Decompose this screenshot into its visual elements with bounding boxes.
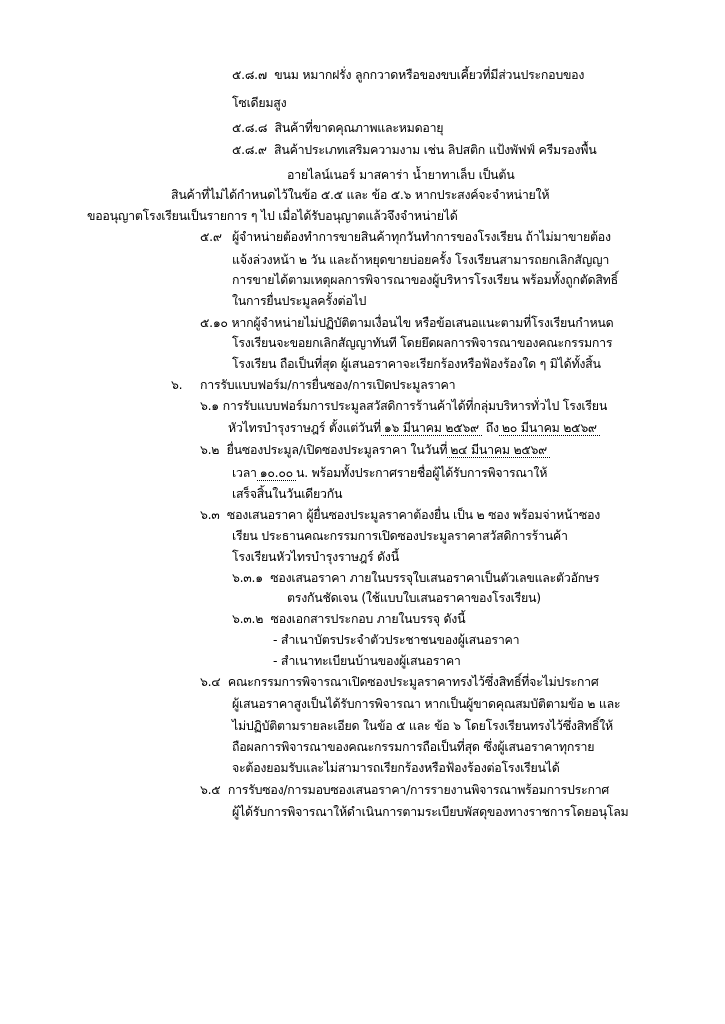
item-text: การรับแบบฟอร์มการประมูลสวัสดิการร้านค้าได้ที่กลุ่มบริหารทั่วไป โรงเรียน [222,398,608,413]
item-text: สินค้าประเภทเสริมความงาม เช่น ลิปสติก แป้งพัฟฟ์ ครีมรองพื้น [274,142,597,157]
item-5-9-line-2: แจ้งล่วงหน้า ๒ วัน และถ้าหยุดขายบ่อยครั้ง โรงเรียนสามารถยกเลิกสัญญา [232,252,610,267]
item-text: ขนม หมากฝรั่ง ลูกกวาดหรือของขบเคี้ยวที่มีส่วนประกอบของ [274,67,585,82]
item-6-5-line-2: ผู้ได้รับการพิจารณาให้ดำเนินการตามระเบียบพัสดุของทางราชการโดยอนุโลม [232,804,629,819]
submission-date-field: ๒๔ มีนาคม ๒๕๖๙ [447,442,550,458]
item-5-8-9-line-2: อายไลน์เนอร์ มาสคาร่า น้ำยาทาเล็บ เป็นต้น [287,167,515,182]
item-5-8-7-line-1 [232,67,584,83]
item-text: ซองเสนอราคา ภายในบรรจุใบเสนอราคาเป็นตัวเลขและตัวอักษร [270,570,600,585]
section-6-number: ๖. [171,377,183,392]
time-label: เวลา [232,465,257,480]
date-to-field: ๒๐ มีนาคม ๒๕๖๙ [499,420,600,436]
item-text: หากผู้จำหน่ายไม่ปฏิบัติตามเงื่อนไข หรือข้อเสนอแนะตามที่โรงเรียนกำหนด [231,315,614,330]
item-5-10-line-1 [200,315,613,331]
item-text: คณะกรรมการพิจารณาเปิดซองประมูลราคาทรงไว้ซึ่งสิทธิ์ที่จะไม่ประกาศ [227,674,599,689]
item-6-4-line-3: ไม่ปฏิบัติตามรายละเอียด ในข้อ ๕ และ ข้อ ๖ โดยโรงเรียนทรงไว้ซึ่งสิทธิ์ให้ [232,718,613,733]
item-text: ซองเอกสารประกอบ ภายในบรรจุ ดังนี้ [270,611,466,626]
section-6-title: การรับแบบฟอร์ม/การยื่นซอง/การเปิดประมูลราคา [200,377,456,392]
item-6-4-line-4: ถือผลการพิจารณาของคณะกรรมการถือเป็นที่สุด ซึ่งผู้เสนอราคาทุกราย [232,739,595,754]
item-6-2-line-3: เสร็จสิ้นในวันเดียวกัน [232,486,343,501]
item-6-4-line-2: ผู้เสนอราคาสูงเป็นได้รับการพิจารณา หากเป็นผู้ขาดคุณสมบัติตามข้อ ๒ และ [232,696,621,711]
item-6-4-line-1 [200,674,599,690]
item-6-2-line-2 [232,465,547,481]
item-5-9-line-3: การขายได้ตามเหตุผลการพิจารณาของผู้บริหารโรงเรียน พร้อมทั้งถูกตัดสิทธิ์ [232,272,618,287]
item-number: ๖.๓ [200,507,220,522]
item-5-9-line-1: ผู้จำหน่ายต้องทำการขายสินค้าทุกวันทำการของโรงเรียน ถ้าไม่มาขายต้อง [232,229,611,244]
item-5-10-line-2: โรงเรียนจะขอยกเลิกสัญญาทันที โดยยึดผลการพิจารณาของคณะกรรมการ [232,335,613,350]
item-6-3-line-1 [200,507,600,523]
item-5-8-7-line-2: โซเดียมสูง [232,95,287,110]
date-from-field: ๑๖ มีนาคม ๒๕๖๙ [381,420,482,436]
item-6-1-line-2 [228,420,600,436]
paragraph-line-1: สินค้าที่ไม่ได้กำหนดไว้ในข้อ ๕.๕ และ ข้อ ๕.๖ หากประสงค์จะจำหน่ายให้ [171,187,550,202]
item-text: น. พร้อมทั้งประกาศรายชื่อผู้ได้รับการพิจารณาให้ [296,465,548,480]
item-6-2-line-1 [200,442,550,458]
item-5-8-9-line-1 [232,142,596,158]
item-6-3-1-line-2: ตรงกันชัดเจน (ใช้แบบใบเสนอราคาของโรงเรียน) [287,590,541,605]
item-number: ๖.๔ [200,674,221,689]
item-6-3-1-line-1 [232,570,599,586]
item-number: ๖.๓.๒ [232,611,264,626]
item-number: ๖.๕ [200,782,221,797]
item-number: ๕.๘.๗ [232,67,267,82]
item-text: สินค้าที่ขาดคุณภาพและหมดอายุ [274,120,444,135]
item-number: ๖.๒ [200,442,220,457]
item-6-3-2-line-1 [232,611,465,627]
item-text: การรับซอง/การมอบซองเสนอราคา/การรายงานพิจารณาพร้อมการประกาศ [227,782,610,797]
item-number: ๕.๑๐ [200,315,228,330]
item-text: ซองเสนอราคา ผู้ยื่นซองประมูลราคาต้องยื่น เป็น ๒ ซอง พร้อมจ่าหน้าซอง [226,507,601,522]
item-number: ๖.๑ [200,398,219,413]
time-field: ๑๐.๐๐ [257,465,296,481]
item-text: หัวไทรบำรุงราษฎร์ ตั้งแต่วันที่ [228,420,381,435]
item-6-3-line-2: เรียน ประธานคณะกรรมการเปิดซองประมูลราคาสวัสดิการร้านค้า [232,528,568,543]
item-number: ๖.๓.๑ [232,570,263,585]
item-5-10-line-3: โรงเรียน ถือเป็นที่สุด ผู้เสนอราคาจะเรียกร้องหรือฟ้องร้องใด ๆ มิได้ทั้งสิ้น [232,356,601,371]
item-6-3-2-bullet-1: - สำเนาบัตรประจำตัวประชาชนของผู้เสนอราคา [273,632,520,647]
item-number: ๕.๘.๙ [232,142,267,157]
item-6-3-line-3: โรงเรียนหัวไทรบำรุงราษฎร์ ดังนี้ [232,549,399,564]
item-number: ๕.๘.๘ [232,120,268,135]
item-5-9-number: ๕.๙ [200,229,222,244]
paragraph-line-2: ขออนุญาตโรงเรียนเป็นรายการ ๆ ไป เมื่อได้รับอนุญาตแล้วจึงจำหน่ายได้ [87,208,458,223]
item-text: ยื่นซองประมูล/เปิดซองประมูลราคา ในวันที่ [226,442,448,457]
item-5-9-line-4: ในการยื่นประมูลครั้งต่อไป [232,293,367,308]
item-6-4-line-5: จะต้องยอมรับและไม่สามารถเรียกร้องหรือฟ้องร้องต่อโรงเรียนได้ [232,760,560,775]
item-6-5-line-1 [200,782,609,798]
item-6-1-line-1 [200,398,607,414]
item-6-3-2-bullet-2: - สำเนาทะเบียนบ้านของผู้เสนอราคา [273,653,461,668]
to-word: ถึง [485,420,499,435]
item-5-8-8 [232,120,443,136]
